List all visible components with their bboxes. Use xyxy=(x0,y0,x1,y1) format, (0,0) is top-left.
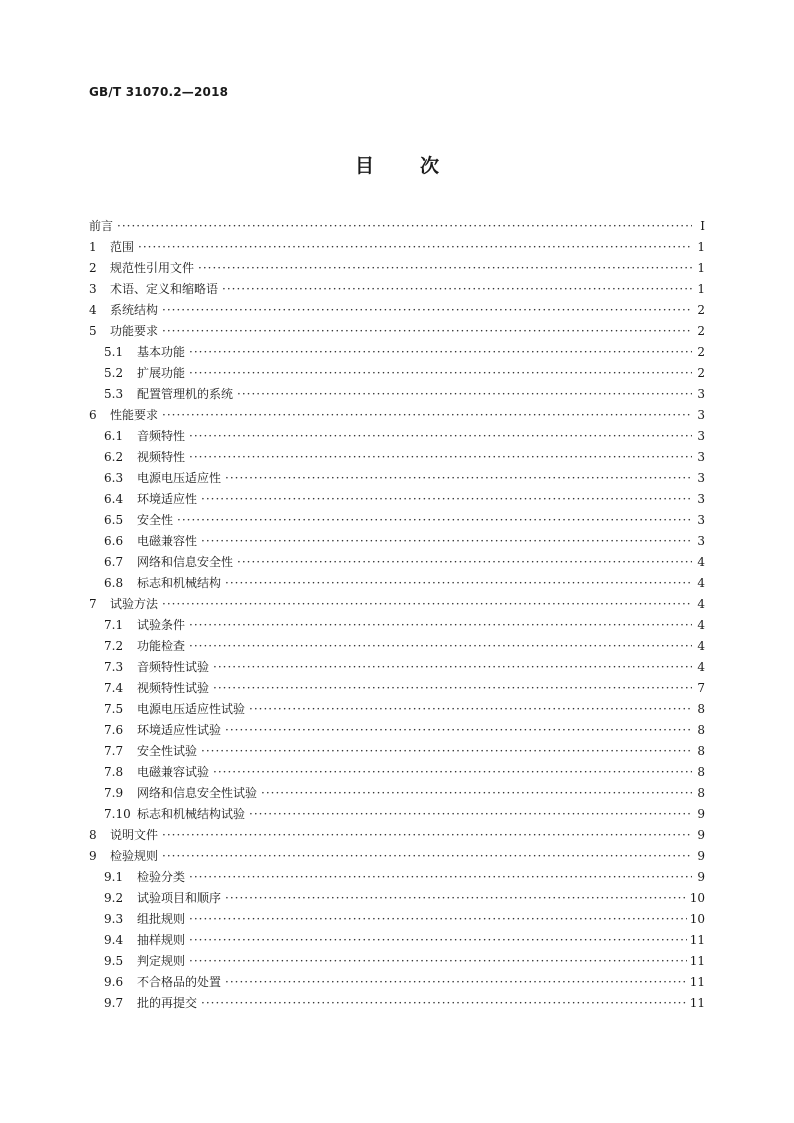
toc-entry-title: 试验条件 xyxy=(137,618,186,632)
toc-entry-number: 6.7 xyxy=(104,555,124,569)
toc-leader-dots xyxy=(189,909,687,930)
toc-entry-title: 基本功能 xyxy=(137,345,186,359)
toc-entry-page: 4 xyxy=(697,660,705,674)
document-code: GB/T 31070.2—2018 xyxy=(89,85,229,99)
toc-entry-number: 5.3 xyxy=(104,387,124,401)
toc-entry-page: 10 xyxy=(689,912,705,926)
toc-entry[interactable] xyxy=(89,993,705,1014)
toc-entry-title: 检验规则 xyxy=(110,849,159,863)
toc-entry-title: 音频特性 xyxy=(137,429,186,443)
toc-entry-number: 9.1 xyxy=(104,870,124,884)
toc-entry-title: 标志和机械结构试验 xyxy=(137,807,246,821)
toc-entry-page: 7 xyxy=(697,681,705,695)
toc-leader-dots xyxy=(189,636,692,657)
toc-entry[interactable] xyxy=(89,678,705,699)
toc-entry-title: 电磁兼容试验 xyxy=(137,765,210,779)
title-char-2: 次 xyxy=(420,155,440,177)
toc-entry[interactable] xyxy=(89,909,705,930)
toc-entry-page: 3 xyxy=(697,513,705,527)
toc-entry-page: 9 xyxy=(697,828,705,842)
toc-entry-page: 8 xyxy=(697,744,705,758)
toc-entry-page: 9 xyxy=(697,849,705,863)
toc-entry-number: 8 xyxy=(89,828,97,842)
toc-entry[interactable] xyxy=(89,594,705,615)
toc-entry-title: 环境适应性 xyxy=(137,492,198,506)
toc-entry-title: 电源电压适应性 xyxy=(137,471,222,485)
toc-leader-dots xyxy=(225,972,687,993)
toc-entry-title: 系统结构 xyxy=(110,303,159,317)
toc-entry-page: 11 xyxy=(689,996,705,1010)
toc-entry-title: 试验项目和顺序 xyxy=(137,891,222,905)
toc-entry-number: 1 xyxy=(89,240,97,254)
toc-entry-title: 音频特性试验 xyxy=(137,660,210,674)
toc-entry[interactable] xyxy=(89,321,705,342)
toc-leader-dots xyxy=(189,867,692,888)
toc-entry-page: Ⅰ xyxy=(700,219,705,233)
toc-entry-title: 试验方法 xyxy=(110,597,159,611)
toc-entry-number: 6.6 xyxy=(104,534,124,548)
toc-entry-page: 4 xyxy=(697,597,705,611)
toc-entry[interactable] xyxy=(89,846,705,867)
toc-entry-page: 4 xyxy=(697,555,705,569)
toc-entry-page: 1 xyxy=(697,240,705,254)
toc-entry[interactable] xyxy=(89,720,705,741)
toc-entry-page: 9 xyxy=(697,807,705,821)
toc-entry-page: 1 xyxy=(697,282,705,296)
toc-entry-title: 范围 xyxy=(110,240,135,254)
toc-leader-dots xyxy=(189,615,692,636)
toc-entry-title: 环境适应性试验 xyxy=(137,723,222,737)
toc-entry[interactable] xyxy=(89,762,705,783)
toc-entry-page: 3 xyxy=(697,387,705,401)
toc-leader-dots xyxy=(162,825,692,846)
toc-entry-number: 9.3 xyxy=(104,912,124,926)
toc-leader-dots xyxy=(162,300,692,321)
toc-entry[interactable] xyxy=(89,888,705,909)
toc-entry-number: 7.5 xyxy=(104,702,124,716)
toc-entry[interactable] xyxy=(89,699,705,720)
toc-entry-number: 9.5 xyxy=(104,954,124,968)
toc-entry-page: 8 xyxy=(697,702,705,716)
toc-leader-dots xyxy=(222,279,692,300)
toc-entry-title: 网络和信息安全性试验 xyxy=(137,786,258,800)
toc-entry[interactable] xyxy=(89,384,705,405)
toc-entry-title: 前言 xyxy=(89,219,114,233)
toc-leader-dots xyxy=(162,405,692,426)
toc-entry-title: 安全性 xyxy=(137,513,174,527)
toc-entry-title: 电源电压适应性试验 xyxy=(137,702,246,716)
toc-entry-number: 6.3 xyxy=(104,471,124,485)
toc-entry-page: 1 xyxy=(697,261,705,275)
toc-entry-title: 术语、定义和缩略语 xyxy=(110,282,219,296)
toc-entry-number: 3 xyxy=(89,282,97,296)
toc-entry[interactable] xyxy=(89,531,705,552)
toc-entry-title: 抽样规则 xyxy=(137,933,186,947)
toc-entry-page: 3 xyxy=(697,492,705,506)
toc-entry-title: 网络和信息安全性 xyxy=(137,555,234,569)
toc-entry-title: 视频特性 xyxy=(137,450,186,464)
toc-leader-dots xyxy=(237,552,692,573)
toc-entry-number: 9.4 xyxy=(104,933,124,947)
toc-entry[interactable] xyxy=(89,342,705,363)
toc-entry[interactable] xyxy=(89,363,705,384)
toc-entry-number: 7.2 xyxy=(104,639,124,653)
toc-entry[interactable] xyxy=(89,657,705,678)
toc-entry-page: 11 xyxy=(689,975,705,989)
toc-entry-page: 4 xyxy=(697,618,705,632)
toc-entry-number: 9.7 xyxy=(104,996,124,1010)
toc-entry-page: 3 xyxy=(697,471,705,485)
toc-entry-title: 规范性引用文件 xyxy=(110,261,195,275)
toc-leader-dots xyxy=(198,258,692,279)
toc-entry-number: 7.6 xyxy=(104,723,124,737)
toc-entry-page: 11 xyxy=(689,933,705,947)
toc-entry-title: 标志和机械结构 xyxy=(137,576,222,590)
toc-entry-title: 批的再提交 xyxy=(137,996,198,1010)
toc-entry-page: 4 xyxy=(697,639,705,653)
toc-leader-dots xyxy=(225,888,687,909)
toc-entry-page: 3 xyxy=(697,534,705,548)
toc-entry-page: 2 xyxy=(697,324,705,338)
toc-leader-dots xyxy=(189,447,692,468)
toc-entry-page: 8 xyxy=(697,723,705,737)
toc-entry-number: 5.2 xyxy=(104,366,124,380)
toc-entry[interactable] xyxy=(89,636,705,657)
toc-entry-page: 8 xyxy=(697,786,705,800)
toc-entry-number: 2 xyxy=(89,261,97,275)
toc-entry-page: 11 xyxy=(689,954,705,968)
toc-entry-title: 配置管理机的系统 xyxy=(137,387,234,401)
table-of-contents xyxy=(89,216,705,1014)
toc-entry[interactable] xyxy=(89,951,705,972)
toc-entry[interactable] xyxy=(89,972,705,993)
toc-leader-dots xyxy=(189,363,692,384)
toc-leader-dots xyxy=(201,489,692,510)
toc-leader-dots xyxy=(237,384,692,405)
toc-leader-dots xyxy=(189,342,692,363)
toc-entry[interactable] xyxy=(89,867,705,888)
toc-entry-number: 6.8 xyxy=(104,576,124,590)
toc-leader-dots xyxy=(225,468,692,489)
toc-entry-page: 2 xyxy=(697,303,705,317)
toc-entry[interactable] xyxy=(89,489,705,510)
toc-leader-dots xyxy=(201,741,692,762)
toc-entry-title: 不合格品的处置 xyxy=(137,975,222,989)
toc-entry[interactable] xyxy=(89,825,705,846)
toc-entry-page: 8 xyxy=(697,765,705,779)
toc-entry-title: 安全性试验 xyxy=(137,744,198,758)
toc-entry-title: 组批规则 xyxy=(137,912,186,926)
toc-entry[interactable] xyxy=(89,279,705,300)
toc-leader-dots xyxy=(213,678,692,699)
toc-entry-number: 7.3 xyxy=(104,660,124,674)
toc-entry-number: 7.4 xyxy=(104,681,124,695)
toc-entry-number: 6.2 xyxy=(104,450,124,464)
toc-entry-title: 扩展功能 xyxy=(137,366,186,380)
toc-leader-dots xyxy=(138,237,692,258)
toc-entry-number: 9.2 xyxy=(104,891,124,905)
toc-entry-number: 4 xyxy=(89,303,97,317)
toc-entry[interactable] xyxy=(89,741,705,762)
toc-entry-title: 说明文件 xyxy=(110,828,159,842)
toc-entry-page: 2 xyxy=(697,366,705,380)
toc-entry[interactable] xyxy=(89,447,705,468)
toc-entry-page: 9 xyxy=(697,870,705,884)
toc-leader-dots xyxy=(162,321,692,342)
toc-entry-title: 功能检查 xyxy=(137,639,186,653)
toc-leader-dots xyxy=(189,930,687,951)
toc-entry-number: 7 xyxy=(89,597,97,611)
toc-leader-dots xyxy=(249,699,692,720)
toc-entry[interactable] xyxy=(89,573,705,594)
toc-entry[interactable] xyxy=(89,930,705,951)
toc-entry[interactable] xyxy=(89,783,705,804)
toc-entry-number: 6.4 xyxy=(104,492,124,506)
toc-entry-number: 9.6 xyxy=(104,975,124,989)
toc-leader-dots xyxy=(162,594,692,615)
toc-entry-number: 7.8 xyxy=(104,765,124,779)
toc-leader-dots xyxy=(177,510,692,531)
toc-entry-number: 6.5 xyxy=(104,513,124,527)
toc-leader-dots xyxy=(117,216,692,237)
toc-entry-number: 7.9 xyxy=(104,786,124,800)
toc-leader-dots xyxy=(189,426,692,447)
toc-entry-title: 视频特性试验 xyxy=(137,681,210,695)
toc-entry-title: 电磁兼容性 xyxy=(137,534,198,548)
toc-entry-number: 7.7 xyxy=(104,744,124,758)
toc-entry-title: 功能要求 xyxy=(110,324,159,338)
toc-entry[interactable] xyxy=(89,258,705,279)
page-title xyxy=(0,151,794,178)
toc-entry[interactable] xyxy=(89,468,705,489)
toc-entry-number: 7.10 xyxy=(104,807,131,821)
toc-entry-title: 性能要求 xyxy=(110,408,159,422)
toc-leader-dots xyxy=(225,720,692,741)
toc-entry[interactable] xyxy=(89,552,705,573)
toc-entry[interactable] xyxy=(89,237,705,258)
toc-entry-title: 检验分类 xyxy=(137,870,186,884)
toc-leader-dots xyxy=(225,573,692,594)
toc-entry-number: 5 xyxy=(89,324,97,338)
title-char-1: 目 xyxy=(354,155,374,177)
toc-entry-number: 6 xyxy=(89,408,97,422)
toc-entry[interactable] xyxy=(89,615,705,636)
toc-leader-dots xyxy=(201,993,687,1014)
toc-leader-dots xyxy=(201,531,692,552)
toc-leader-dots xyxy=(249,804,692,825)
toc-entry-page: 3 xyxy=(697,408,705,422)
toc-leader-dots xyxy=(213,762,692,783)
toc-entry-page: 10 xyxy=(689,891,705,905)
toc-entry[interactable] xyxy=(89,405,705,426)
toc-entry-number: 7.1 xyxy=(104,618,124,632)
toc-entry-number: 6.1 xyxy=(104,429,124,443)
toc-entry[interactable] xyxy=(89,216,705,237)
toc-entry[interactable] xyxy=(89,804,705,825)
toc-entry-page: 4 xyxy=(697,576,705,590)
toc-leader-dots xyxy=(162,846,692,867)
toc-entry-page: 3 xyxy=(697,429,705,443)
toc-entry[interactable] xyxy=(89,426,705,447)
toc-leader-dots xyxy=(189,951,687,972)
toc-entry[interactable] xyxy=(89,510,705,531)
toc-entry-page: 2 xyxy=(697,345,705,359)
toc-entry-number: 5.1 xyxy=(104,345,124,359)
toc-entry-title: 判定规则 xyxy=(137,954,186,968)
toc-entry[interactable] xyxy=(89,300,705,321)
toc-leader-dots xyxy=(261,783,692,804)
toc-entry-page: 3 xyxy=(697,450,705,464)
toc-entry-number: 9 xyxy=(89,849,97,863)
toc-leader-dots xyxy=(213,657,692,678)
